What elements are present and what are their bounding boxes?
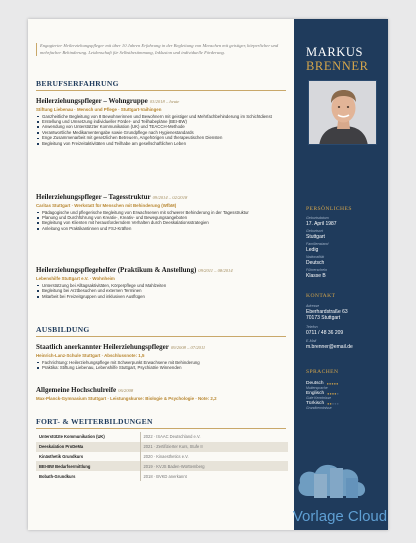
- school-name: Heinrich-Lanz-Schule Stuttgart · Abschlussnote: 1,5: [36, 352, 145, 358]
- first-name: MARKUS: [306, 45, 364, 59]
- training-name: Unterstützte Kommunikation (UK): [36, 432, 140, 442]
- portrait-image: [309, 81, 377, 145]
- profile-photo: [308, 80, 377, 145]
- field-value: 70173 Stuttgart: [306, 315, 341, 321]
- field-label: Geburtsdatum: [306, 216, 329, 220]
- personal-marital-status: [306, 242, 384, 253]
- personal-birthdate: [306, 216, 384, 227]
- training-info: 2021 · Zertifizierter Kurs, Stufe II: [140, 442, 288, 452]
- job-organization: Caritas Stuttgart · Werkstatt für Menschen mit Behinderung (WfbM): [36, 202, 177, 208]
- personal-heading: PERSÖNLICHES: [306, 206, 352, 212]
- training-info: 2022 · ISAAC Deutschland e.V.: [143, 434, 201, 440]
- job-entry: [36, 97, 288, 147]
- field-value: Klasse B: [306, 272, 326, 279]
- personal-birthplace: [306, 229, 384, 240]
- list-item: Begleitung bei Arztbesuchen und externen Terminen: [36, 288, 288, 294]
- education-entry: [36, 386, 288, 401]
- field-label: Telefon: [306, 325, 318, 329]
- personal-nationality: [306, 255, 384, 266]
- field-value: m.brenner@email.de: [306, 343, 353, 350]
- table-row: [36, 432, 288, 442]
- rating-dots-icon: ●●●●●: [327, 401, 339, 406]
- list-item: Anwendung von Unterstützter Kommunikation (UK) und TEACCH-Methode: [36, 124, 288, 130]
- job-title: Heilerziehungspflegehelfer (Praktikum & Anstellung): [36, 266, 197, 274]
- field-value: 17. April 1987: [306, 220, 337, 227]
- list-item: Enge Zusammenarbeit mit gesetzlichen Betreuern, Angehörigen und therapeutischen Diensten: [36, 135, 288, 141]
- language-name: Türkisch: [306, 401, 325, 406]
- brand-text: Vorlage Cloud: [292, 508, 388, 525]
- rating-dots-icon: ●●●●●: [327, 391, 339, 396]
- language-level: Gute Kenntnisse: [306, 396, 332, 400]
- language-level: Muttersprache: [306, 386, 328, 390]
- training-info: 2018 · BVKD anerkannt: [143, 473, 187, 479]
- table-row: [36, 452, 288, 462]
- field-label: Familienstand: [306, 242, 329, 246]
- job-title: Heilerziehungspfleger – Wohngruppe: [36, 97, 148, 105]
- field-label: Nationalität: [306, 255, 324, 259]
- list-item: Begleitung von Klienten mit herausforderndem Verhalten durch Deeskalationsstrategien: [36, 220, 288, 226]
- degree-title: Staatlich anerkannter Heilerziehungspfleger: [36, 343, 169, 351]
- section-heading-experience: BERUFSERFAHRUNG: [36, 79, 286, 91]
- job-bullets: [36, 283, 288, 300]
- vorlage-cloud-watermark: [270, 444, 410, 534]
- list-item: Anleitung von Praktikantinnen und FSJ-Kräften: [36, 226, 288, 232]
- language-name: Deutsch: [306, 381, 324, 386]
- list-item: Pädagogische und pflegerische Begleitung von Erwachsenen mit schwerer Behinderung in der Tagesstruktur: [36, 210, 288, 215]
- job-entry: [36, 266, 288, 299]
- languages-heading: SPRACHEN: [306, 369, 339, 375]
- job-bullets: [36, 210, 288, 232]
- personal-license: [306, 268, 384, 279]
- list-item: Erstellung und Umsetzung individueller Förder- und Teilhabepläne (BEI-BW): [36, 119, 288, 125]
- field-label: Adresse: [306, 304, 320, 308]
- job-entry: [36, 193, 288, 231]
- field-value: Stuttgart: [306, 233, 325, 240]
- list-item: Ganzheitliche Begleitung von 8 Bewohnerinnen und Bewohnern mit geistiger und Mehrfachbehinderung im Schichtdienst: [36, 114, 288, 119]
- job-date: 09/2014 – 02/2018: [152, 195, 188, 200]
- training-name: Kinästhetik Grundkurs: [36, 452, 140, 462]
- education-bullets: [36, 360, 288, 371]
- list-item: Praktika: Stiftung Liebenau, Lebenshilfe Stuttgart, Psychiatrie Winnenden: [36, 365, 288, 371]
- main-column: [28, 19, 294, 530]
- language-level: Grundkenntnisse: [306, 406, 332, 410]
- education-entry: [36, 343, 288, 371]
- field-value: 0711 / 48 36 209: [306, 329, 344, 336]
- training-name: BEI-BW Bedarfsermittlung: [36, 461, 140, 471]
- rating-dots-icon: ●●●●●: [326, 381, 339, 386]
- training-table: [36, 432, 288, 481]
- last-name: BRENNER: [306, 59, 369, 73]
- field-value: Ledig: [306, 246, 319, 253]
- job-title: Heilerziehungspfleger – Tagesstruktur: [36, 193, 151, 201]
- language-name: Englisch: [306, 391, 325, 396]
- contact-heading: KONTAKT: [306, 293, 336, 299]
- cloud-logo-icon: [270, 444, 410, 534]
- training-name: Bobath-Grundkurs: [36, 471, 140, 481]
- list-item: Mitarbeit bei Freizeitgruppen und inklusiven Ausflügen: [36, 294, 288, 300]
- job-date: 09/2011 – 08/2014: [198, 268, 233, 273]
- field-value: Deutsch: [306, 259, 325, 266]
- contact-phone: [306, 325, 384, 336]
- list-item: Verantwortliche Medikamentengabe sowie Grundpflege nach Hygienestandards: [36, 130, 288, 136]
- job-organization: Stiftung Liebenau · Mensch und Pflege · Stuttgart-Vaihingen: [36, 106, 162, 112]
- school-name: Max-Planck-Gymnasium Stuttgart · Leistungskurse: Biologie & Psychologie · Note: 2,2: [36, 395, 217, 401]
- field-label: Geburtsort: [306, 229, 323, 233]
- field-label: E-Mail: [306, 339, 317, 343]
- education-date: 09/2008 – 07/2011: [170, 345, 206, 350]
- training-info: 2019 · KVJS Baden-Württemberg: [140, 461, 288, 471]
- table-row: [36, 461, 288, 471]
- job-date: 03/2018 – heute: [149, 99, 180, 104]
- education-date: 06/2008: [118, 388, 134, 393]
- section-heading-training: FORT- & WEITERBILDUNGEN: [36, 417, 286, 429]
- language-list: [306, 381, 384, 411]
- degree-title: Allgemeine Hochschulreife: [36, 386, 117, 394]
- list-item: Planung und Durchführung von Kreativ-, Kreativ- und Bewegungsangeboten: [36, 215, 288, 221]
- job-organization: Lebenshilfe Stuttgart e.V. · Wohnheim: [36, 275, 115, 281]
- training-info: 2020 · Kinaesthetics e.V.: [143, 453, 189, 459]
- list-item: Unterstützung bei Alltagsaktivitäten, Körperpflege und Mahlzeiten: [36, 283, 288, 289]
- list-item: Begleitung von Freizeitaktivitäten und Teilhabe am gesellschaftlichen Leben: [36, 141, 288, 147]
- field-label: Führerschein: [306, 268, 327, 272]
- table-row: [36, 442, 288, 452]
- contact-address: [306, 304, 384, 321]
- list-item: Fachrichtung: Heilerziehungspflege mit Schwerpunkt Erwachsene mit Behinderung: [36, 360, 288, 366]
- training-name: Deeskalation ProDeMa: [36, 442, 140, 452]
- contact-email: [306, 339, 384, 350]
- table-row: [36, 471, 288, 481]
- job-bullets: [36, 114, 288, 147]
- section-heading-education: AUSBILDUNG: [36, 325, 286, 337]
- profile-intro: Engagierter Heilerziehungspfleger mit über 10 Jahren Erfahrung in der Begleitung von Menschen mit geistiger, körperlicher und mehrfacher Behinderung. Leidenschaft für Selbstbestimmung, Inklusion und individuelle Förderung.: [36, 43, 286, 56]
- field-value: Eberhardstraße 63: [306, 308, 348, 315]
